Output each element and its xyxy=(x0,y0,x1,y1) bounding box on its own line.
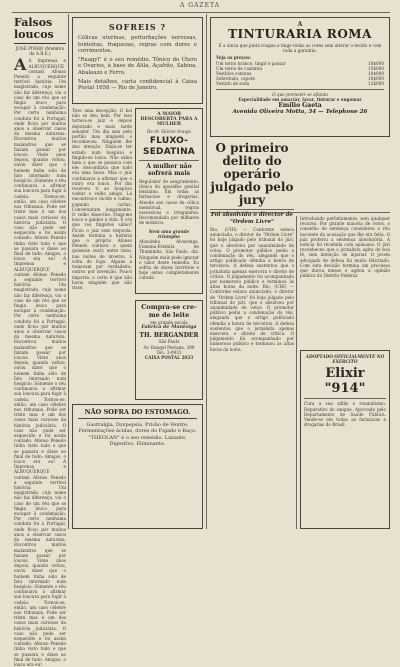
ad-sofreis-footer: Mais detalhes, carta confidencial à Caixa Postal 1658 — Rio de Janeiro. xyxy=(78,78,197,92)
price-value: 18$000 xyxy=(368,60,384,66)
price-item: Sobretudo, capote xyxy=(216,76,255,82)
article-primeiro-text: Rio, (UHI) — Conforme estava anunciado, o diretor de "Ordem Livre" foi hoje julgado pelo tribunal do júri, que o absolveu por unanimidade de votos. O promotor público pediu a condenação do réu, alegando que o artigo publicado ofendia a honra de terceiros. A defesa sustentou que o jornalista apenas exercera o direito de crítica. O julgamento foi acompanhado por numeroso público e terminou às altas horas da noite. xyxy=(210,227,294,290)
ad-fluxo-author: De dr. Silvino Araujo xyxy=(147,128,191,134)
ad-fluxo-article-body: Afonsinho Alvarenga, Fiamma-Eremita de Thumimba, São Paulo, diz: Ninguém mais pode ignorar o valor deste remédio. Eu sofria de dores horríveis e hoje estou completamente curada. xyxy=(139,239,199,281)
ad-creme-phone: Tel.: 3-0931 xyxy=(156,349,182,355)
ad-creme-brand: Fabrica de Manteiga xyxy=(141,324,197,331)
ad-elixir-914 xyxy=(300,350,390,529)
article-text: A Imprensa e ALBUQUERQUE contam Afonso Penedo a seguinte terrível história: Um magistrado, cujo nome não faz diferença, viu o caso de um réu que se fingia louco para escapar à condenação. Por certo nenhuma conduta foi a Portugal, onde ficou por muitos anos a observar casos da mesma natureza. Encontrou muitos malandros que se faziam passar por loucos. Vinte anos depois, quando voltou, ouviu dizer que o homem tinha sido de fato internado num hospício. Sòmente o réu continuava a afirmar sua loucura para fugir à cadeia. Tornou-se, então, um caso célebre nos tribunais. Pode ser triste mas é um dos casos mais curiosos da história judiciária. O caso não pode ser esquecido e foi assim contado. Afonso Penedo tinha visto tudo o que se passara e disse ao final de tudo: Amigos, o louco era eu! xyxy=(14,58,66,262)
article-title: Falsos loucos xyxy=(14,17,66,44)
article-primeiro-title: O primeiro delito do operário julgado pelo jury xyxy=(210,141,294,207)
ad-roma-consultas: O que prometer se afianta xyxy=(272,91,328,97)
article-byline: JOSÉ PINHO (Membro da A.B.E.) xyxy=(15,46,65,57)
ad-creme-place: São Paulo xyxy=(158,339,180,345)
ad-fluxo-headline: A MAIOR DESCOBERTA PARA A MULHER xyxy=(140,112,198,128)
ad-elixir-title: Elixir "914" xyxy=(324,366,366,397)
ad-creme-title: Compra-se cre-me de leite xyxy=(141,303,197,319)
article-primeiro-body xyxy=(210,227,294,352)
ad-fluxo-article-title: Nem uma grande triumpho xyxy=(148,228,190,239)
article-primeiro-text-cont: Rio, (UHI) — Conforme estava anunciado, o diretor de "Ordem Livre" foi hoje julgado pelo tribunal do júri, que o absolveu por unanimidade de votos. O promotor público pediu a condenação do réu, alegando que o artigo publicado ofendia a honra de terceiros. A defesa sustentou que o jornalista apenas exercera o direito de crítica. O julgamento foi acompanhado por numeroso público e terminou às altas horas da noite. xyxy=(210,284,295,352)
column-rule xyxy=(68,14,69,529)
column-rule xyxy=(296,216,297,529)
price-item: Vestido de seda xyxy=(216,81,250,87)
ad-elixir-body: Cura a sua sífilis e reumatismo. Depurativo do sangue. Aprovado pelo Departamento de Saúde Pública. Vende-se em todas as farmácias e drogarias do Brasil. xyxy=(304,401,386,428)
ad-sofreis-title: SOFREIS ? xyxy=(108,22,167,32)
ad-tinturaria-roma xyxy=(210,17,390,137)
ad-sofreis xyxy=(72,17,203,104)
article-falsos-loucos xyxy=(14,16,66,667)
ad-roma-owner: Emilio Gaeta xyxy=(278,102,322,110)
ad-roma-price-list xyxy=(216,61,384,87)
ad-fluxo-product: FLUXO-SEDATINA xyxy=(143,135,195,157)
ad-estomago xyxy=(72,404,203,529)
article-primeiro-continued-text: Introduzido perfeitamente, sem qualquer recurso. Por grande maioria de votos, o conselho de sentença considerou o réu inocente da acusação que lhe era feita. O juiz proferiu a sentença absolutória. A notícia foi recebida com aplausos. O júri reconheceu que o jornalista agira de boa fé, sem intenção de injuriar. O jovem advogado de defesa foi muito felicitado. Com esta decisão termina um processo que durou meses e agitou a opinião pública do Distrito Federal. xyxy=(300,216,390,279)
article-text-cont2: A Imprensa e ALBUQUERQUE contam Afonso Penedo a seguinte terrível história: Um magistrado, cujo nome não faz diferença, viu o caso de um réu que se fingia louco para escapar à condenação. Por certo nenhuma conduta foi a Portugal, onde ficou por muitos anos a observar casos da mesma natureza. Encontrou muitos malandros que se faziam passar por loucos. Vinte anos depois, quando voltou, ouviu dizer que o homem tinha sido de fato internado num hospício. Sòmente o réu continuava a afirmar sua loucura para fugir à cadeia. Tornou-se, então, um caso célebre nos tribunais. Pode ser triste mas é um dos casos mais curiosos da história judiciária. O caso não pode ser esquecido e foi assim contado. Afonso Penedo tinha visto tudo o que se passara e disse ao final de tudo: Amigos, o louco era eu! xyxy=(14,459,66,667)
article-text-cont: A Imprensa e ALBUQUERQUE contam Afonso Penedo a seguinte terrível história: Um magistrado, cujo nome não faz diferença, viu o caso de um réu que se fingia louco para escapar à condenação. Por certo nenhuma conduta foi a Portugal, onde ficou por muitos anos a observar casos da mesma natureza. Encontrou muitos malandros que se faziam passar por loucos. Vinte anos depois, quando voltou, ouviu dizer que o homem tinha sido de fato internado num hospício. Sòmente o réu continuava a afirmar sua loucura para fugir à cadeia. Tornou-se, então, um caso célebre nos tribunais. Pode ser triste mas é um dos casos mais curiosos da história judiciária. O caso não pode ser esquecido e foi assim contado. Afonso Penedo tinha visto tudo o que se passara e disse ao final de tudo: Amigos, o louco era eu! xyxy=(14,256,66,465)
ad-roma-address: Avenida Oliveira Motta, 34 — Telephone 26 xyxy=(232,109,368,116)
ad-creme-box: CAIXA POSTAL 2023 xyxy=(144,355,194,361)
column-rule xyxy=(206,14,207,529)
price-value: 10$000 xyxy=(368,71,384,77)
price-value: 12$000 xyxy=(368,81,384,87)
newspaper-title: A GAZETA xyxy=(180,2,220,9)
ad-roma-intro: É a única que pinta roupas e tinge todas as cores sem alterar o tecido e com toda a garantia. xyxy=(218,43,382,54)
price-item: Um terno de casimira xyxy=(216,65,263,71)
masthead-rule xyxy=(12,12,390,13)
price-value: 15$000 xyxy=(368,65,384,71)
article-continued xyxy=(72,108,132,398)
ad-fluxo-rule xyxy=(139,160,199,161)
article-body xyxy=(14,55,66,667)
ad-fluxo-woman-body: Regulador de sangramento, tônico do aparelho genital feminino. Em todas as farmácias e drogarias. Atende aos casos de cólica menstrual, regras excessivas e irregulares. Recomendado por milhares de médicos. xyxy=(139,178,199,226)
ad-sofreis-product: "Ruagyl" é o seu remédio. Tônico do Útero e Ovarios, à base de Álila, Açafrão, Sabina, Abalauzo e Ferro. xyxy=(78,56,197,76)
ad-roma-article: A xyxy=(297,21,303,28)
ad-fluxo-woman-title: A mulher não sofrerá mais xyxy=(146,162,192,177)
price-row xyxy=(216,81,384,86)
article-primeiro-rule xyxy=(210,209,294,210)
drop-cap: A xyxy=(14,55,27,75)
ad-roma-rule xyxy=(216,89,384,90)
ad-creme-address: Av. Rangel Pestana, 399 xyxy=(143,344,195,350)
ad-roma-prices-title: Veja os preços: xyxy=(216,55,251,61)
ad-estomago-title: NÃO SOFRA DO ESTOMAGO. xyxy=(78,408,197,419)
price-item: Vestidos comuns xyxy=(216,71,252,77)
ad-elixir-rule xyxy=(304,398,386,399)
ad-creme-sub: em grande escala xyxy=(150,320,188,325)
price-item: Um terno branco, tingir e passar xyxy=(216,60,286,66)
ad-fluxo-sedatina xyxy=(135,108,203,294)
ad-sofreis-body: Cólicas uterinas, perturbações nervosas, tonteiras, fraquezas, regras com dores e corrimentos. xyxy=(78,35,197,55)
ad-creme-de-leite xyxy=(135,300,203,400)
ad-creme-name: TH. BERGANDER xyxy=(139,332,199,340)
article-primeiro-delito xyxy=(210,142,294,529)
price-value: 18$000 xyxy=(368,76,384,82)
ad-estomago-body: Gastralgia, Dyspepsia, Prisão de Ventre, Fermentações ácidas, dores do Figado e Baço. "THEOLAN" é o seu remédio. Laxante, Digestivo, Eliminante. xyxy=(78,422,197,448)
ad-roma-speciality: Especialidade em amaciar, lavar, tinturar e engomar xyxy=(238,96,362,102)
article-continued-text: Teve uma decepção. O boi não se deu bem. Por isso tornou-se juiz e depois deputado e mais tarde senador. Um dia saiu pelo portão mas ninguém o reconheceu. Ninguém lhe deu atenção. Dizia-se ter estado num hospício e fingido-se louco. Não sabia bem o que se passava com ele; desconfiava que tudo era uma farsa. Mas o juiz continuava a afirmar que o outro era louco. Por fim resolveu ir ao hospício visitar o velho amigo. Lá encontrou-o lúcido e calmo, jogando cartas. Conversaram longamente. O velho disse-lhe: Fingi-me louco e ganhei a vida. E vós que vos fingistes sábio? Ficou o juiz sem resposta. Assim termina a história que o próprio Afonso Penedo contava a quem quisesse ouvir, entre risos, nas noites de inverno, à volta do fogo. Alguns a tomavam por verdadeira, outros por invenção. Pouco importa: o certo é que não havia ninguém que não risse. xyxy=(72,108,132,290)
article-primeiro-subtitle: Foi absolvido o director de "Ordem Livre" xyxy=(211,212,293,225)
article-primeiro-continued xyxy=(300,216,390,346)
ad-elixir-adoption: ADOPTADO OFFICIALMENTE NO EXÉRCITO xyxy=(305,354,385,365)
ad-roma-title: TINTURARIA ROMA xyxy=(228,27,372,41)
